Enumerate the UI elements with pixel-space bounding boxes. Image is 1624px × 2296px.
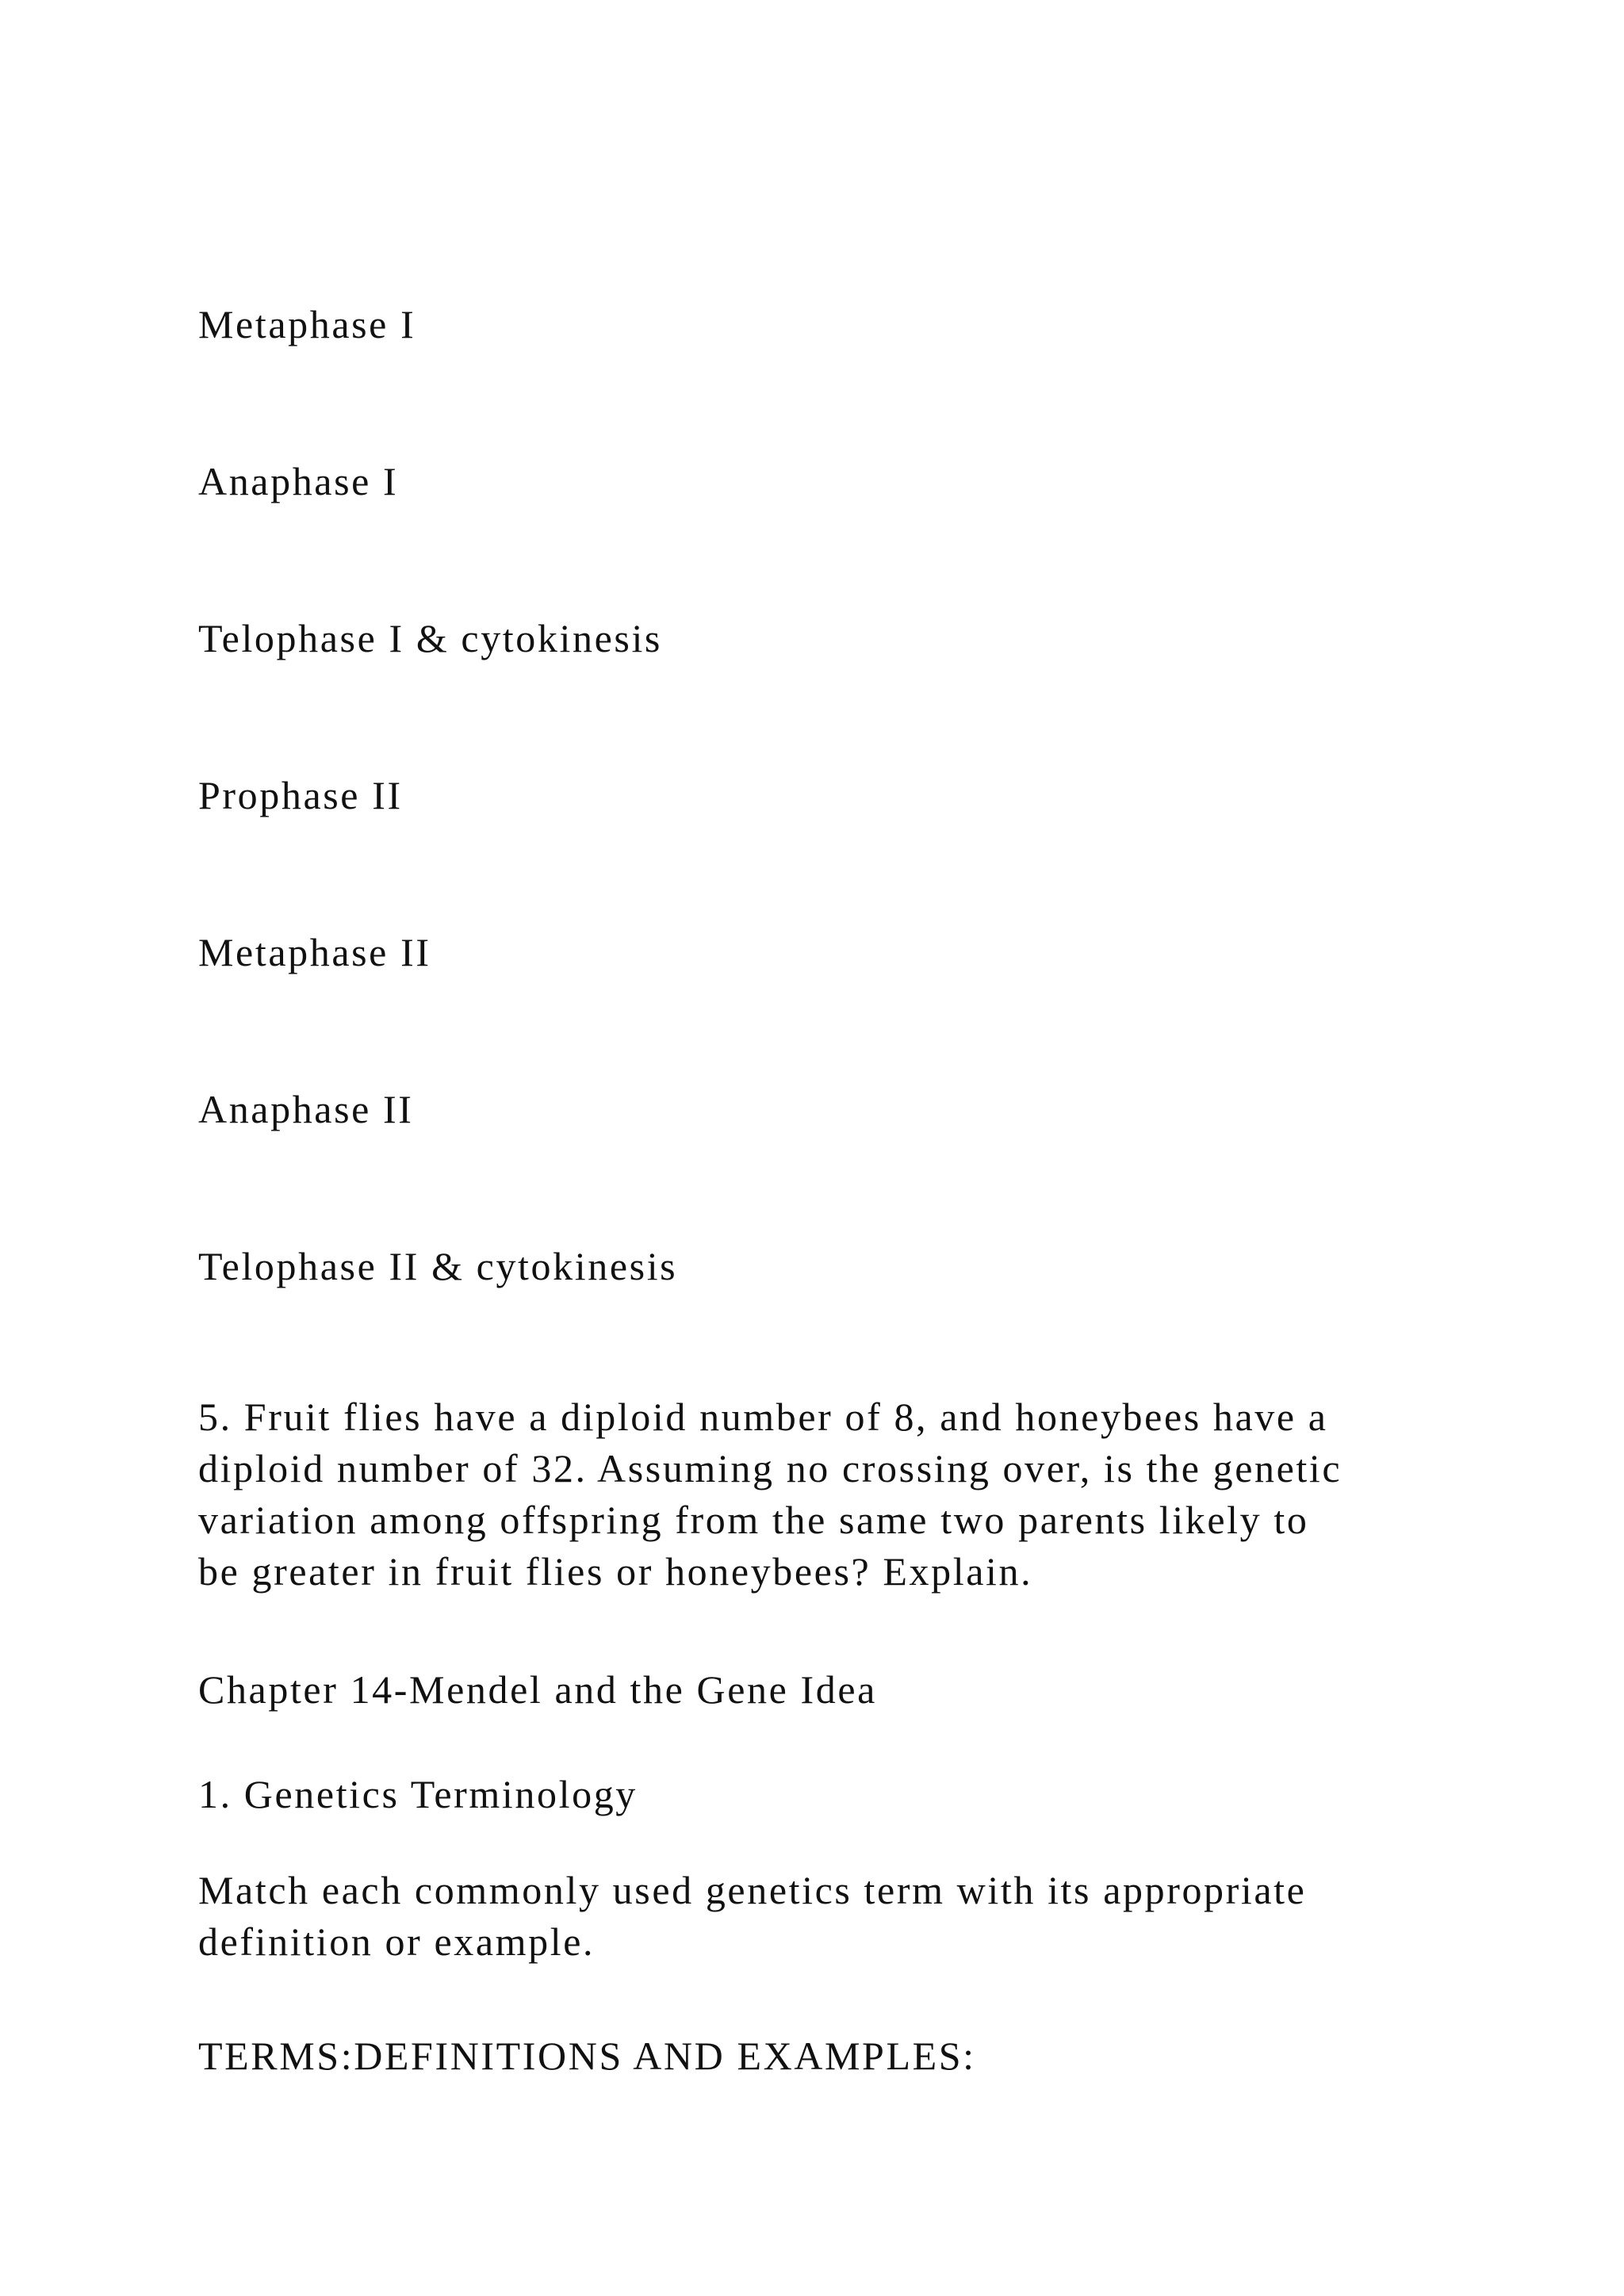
question-5-line: 5. Fruit flies have a diploid number of 8, and honeybees have a	[198, 1395, 1328, 1439]
phase-metaphase-i: Metaphase I	[198, 302, 416, 346]
question-5-line: variation among offspring from the same two parents likely to	[198, 1498, 1309, 1542]
phase-telophase-i: Telophase I & cytokinesis	[198, 616, 662, 660]
phase-metaphase-ii: Metaphase II	[198, 930, 431, 974]
question-5-line: diploid number of 32. Assuming no crossing over, is the genetic	[198, 1446, 1342, 1490]
question-5-line: be greater in fruit flies or honeybees? Explain.	[198, 1549, 1033, 1594]
phase-anaphase-ii: Anaphase II	[198, 1087, 414, 1131]
instructions-line: Match each commonly used genetics term with its appropriate	[198, 1868, 1307, 1912]
chapter-heading: Chapter 14-Mendel and the Gene Idea	[198, 1667, 877, 1712]
phase-telophase-ii: Telophase II & cytokinesis	[198, 1244, 678, 1288]
instructions-line: definition or example.	[198, 1919, 596, 1964]
question-5	[198, 1391, 1546, 1598]
instructions	[198, 1865, 1546, 1968]
terms-table-header: TERMS:DEFINITIONS AND EXAMPLES:	[198, 2034, 976, 2078]
phase-prophase-ii: Prophase II	[198, 773, 403, 817]
phase-anaphase-i: Anaphase I	[198, 459, 399, 503]
section-heading: 1. Genetics Terminology	[198, 1772, 638, 1816]
